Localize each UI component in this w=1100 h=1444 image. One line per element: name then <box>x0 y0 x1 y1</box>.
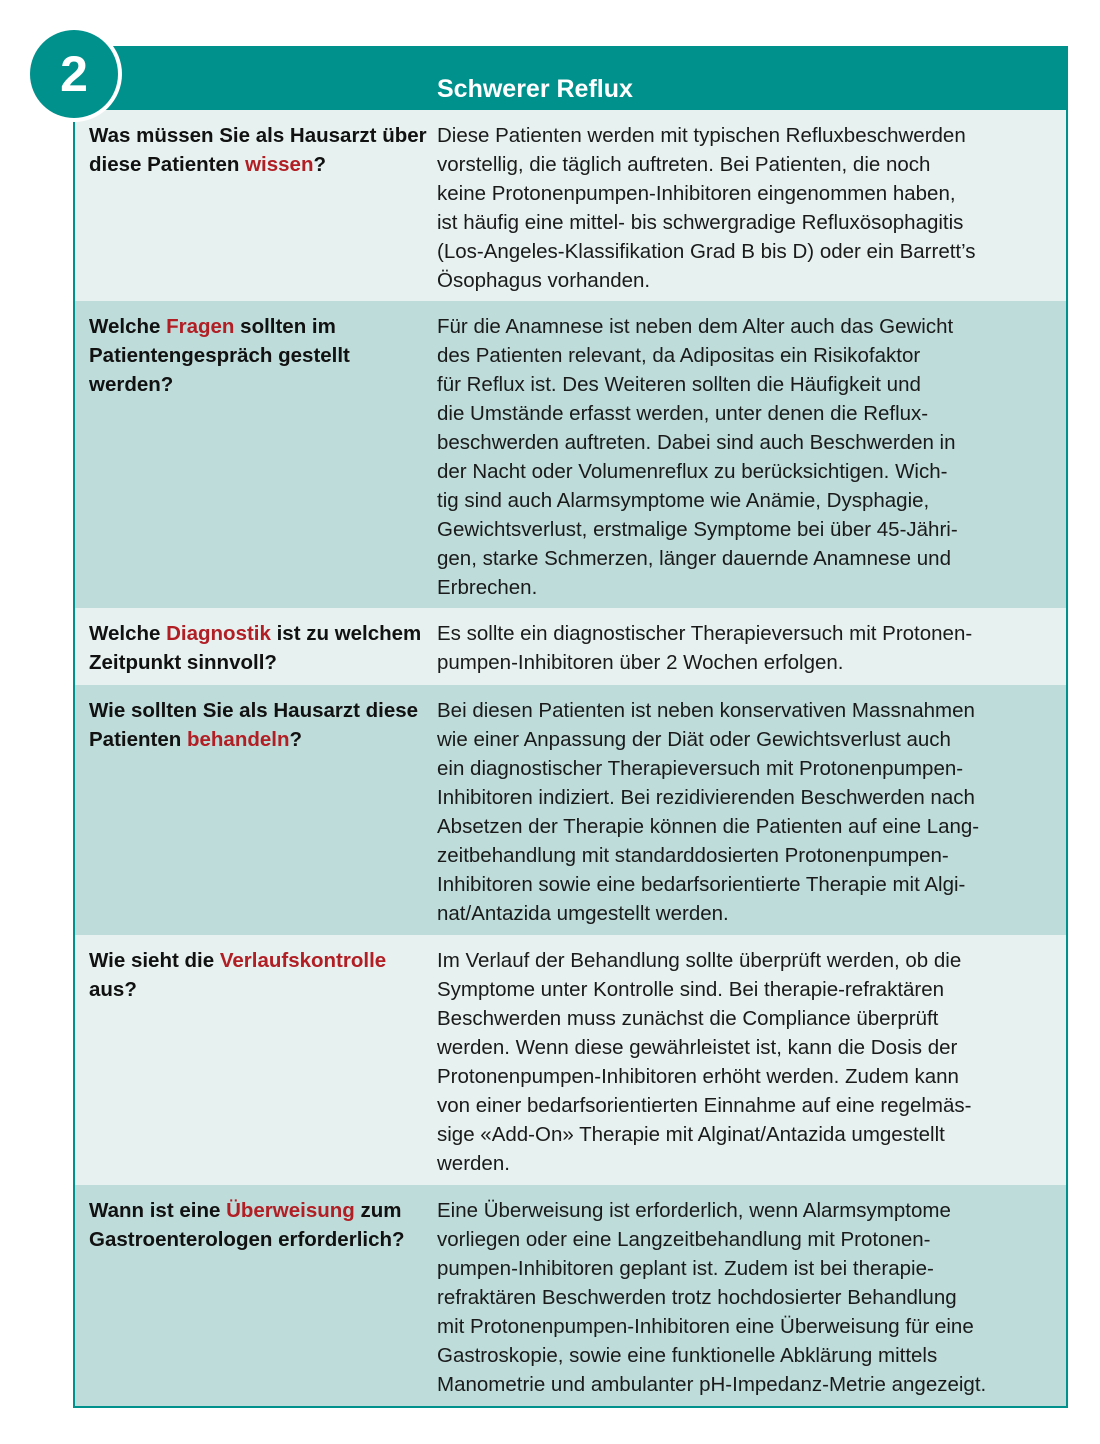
question-keyword: behandeln <box>186 728 290 751</box>
table-row-diagnostik <box>75 608 1066 685</box>
table-header <box>75 46 1066 110</box>
answer: Es sollte ein diagnostischer Therapieversuch mit Protonen- pumpen-Inhibitoren über 2 Wochen erfolgen. <box>437 622 973 674</box>
question: Wie sieht die Verlaufskontrolle aus? <box>89 949 387 1001</box>
question: Wann ist eine Überweisung zum Gastroenterologen erforderlich? <box>89 1199 405 1251</box>
table-row-ueberweisung <box>75 1185 1066 1408</box>
answer: Diese Patienten werden mit typischen Refluxbeschwerden vorstellig, die täglich auftreten. Bei Patienten, die noch keine Protonenpumpen-Inhibitoren eingenommen haben, ist häufig eine mittel- bis schwergradige Refluxösophagitis (Los-Angeles-Klassifikation Grad B bis D) oder ein Barrett’s Ösophagus vorhanden. <box>437 124 976 292</box>
question: Welche Diagnostik ist zu welchem Zeitpunkt sinnvoll? <box>89 622 422 674</box>
question-keyword: Diagnostik <box>166 622 271 645</box>
question-keyword: Überweisung <box>226 1199 355 1222</box>
table-row-behandeln <box>75 685 1066 935</box>
question: Was müssen Sie als Hausarzt über diese Patienten wissen? <box>89 124 427 176</box>
answer: Eine Überweisung ist erforderlich, wenn Alarmsymptome vorliegen oder eine Langzeitbehandlung mit Protonen- pumpen-Inhibitoren geplant ist. Zudem ist bei therapie- refraktären Beschwerden trotz hochdosierter Behandlung mit Protonenpumpen-Inhibitoren eine Überweisung für eine Gastroskopie, sowie eine funktionelle Abklärung mittels Manometrie und ambulanter pH-Impedanz-Metrie angezeigt. <box>437 1199 987 1396</box>
table-row-verlaufskontrolle <box>75 935 1066 1185</box>
answer: Für die Anamnese ist neben dem Alter auch das Gewicht des Patienten relevant, da Adipositas ein Risikofaktor für Reflux ist. Des Weiteren sollten die Häufigkeit und die Umstände erfasst werden, unter denen die Reflux- beschwerden auftreten. Dabei sind auch Beschwerden in der Nacht oder Volumenreflux zu berücksichtigen. Wich- tig sind auch Alarmsymptome wie Anämie, Dysphagie, Gewichtsverlust, erstmalige Symptome bei über 45-Jähri- gen, starke Schmerzen, länger dauernde Anamnese und Erbrechen. <box>437 315 958 599</box>
reflux-table <box>73 46 1068 1408</box>
question: Wie sollten Sie als Hausarzt diese Patienten behandeln? <box>89 699 419 751</box>
table-title: Schwerer Reflux <box>437 75 633 103</box>
table-row-wissen <box>75 110 1066 301</box>
answer: Im Verlauf der Behandlung sollte überprüft werden, ob die Symptome unter Kontrolle sind. Bei therapie-refraktären Beschwerden muss zunächst die Compliance überprüft werden. Wenn diese gewährleistet ist, kann die Dosis der Protonenpumpen-Inhibitoren erhöht werden. Zudem kann von einer bedarfsorientierten Einnahme auf eine regelmäs- sige «Add-On» Therapie mit Alginat/Antazida umgestellt werden. <box>437 949 972 1175</box>
question-keyword: Fragen <box>166 315 235 338</box>
question-keyword: wissen <box>245 153 314 176</box>
question-keyword: Verlaufskontrolle <box>219 949 387 972</box>
section-number-badge: 2 <box>30 30 118 118</box>
table-row-fragen <box>75 301 1066 608</box>
answer: Bei diesen Patienten ist neben konservativen Massnahmen wie einer Anpassung der Diät oder Gewichtsverlust auch ein diagnostischer Therapieversuch mit Protonenpumpen- Inhibitoren indiziert. Bei rezidivierenden Beschwerden nach Absetzen der Therapie können die Patienten auf eine Lang- zeitbehandlung mit standarddosierten Protonenpumpen- Inhibitoren sowie eine bedarfsorientierte Therapie mit Algi- nat/Antazida umgestellt werden. <box>437 699 980 925</box>
question: Welche Fragen sollten im Patientengespräch gestellt werden? <box>89 315 350 396</box>
